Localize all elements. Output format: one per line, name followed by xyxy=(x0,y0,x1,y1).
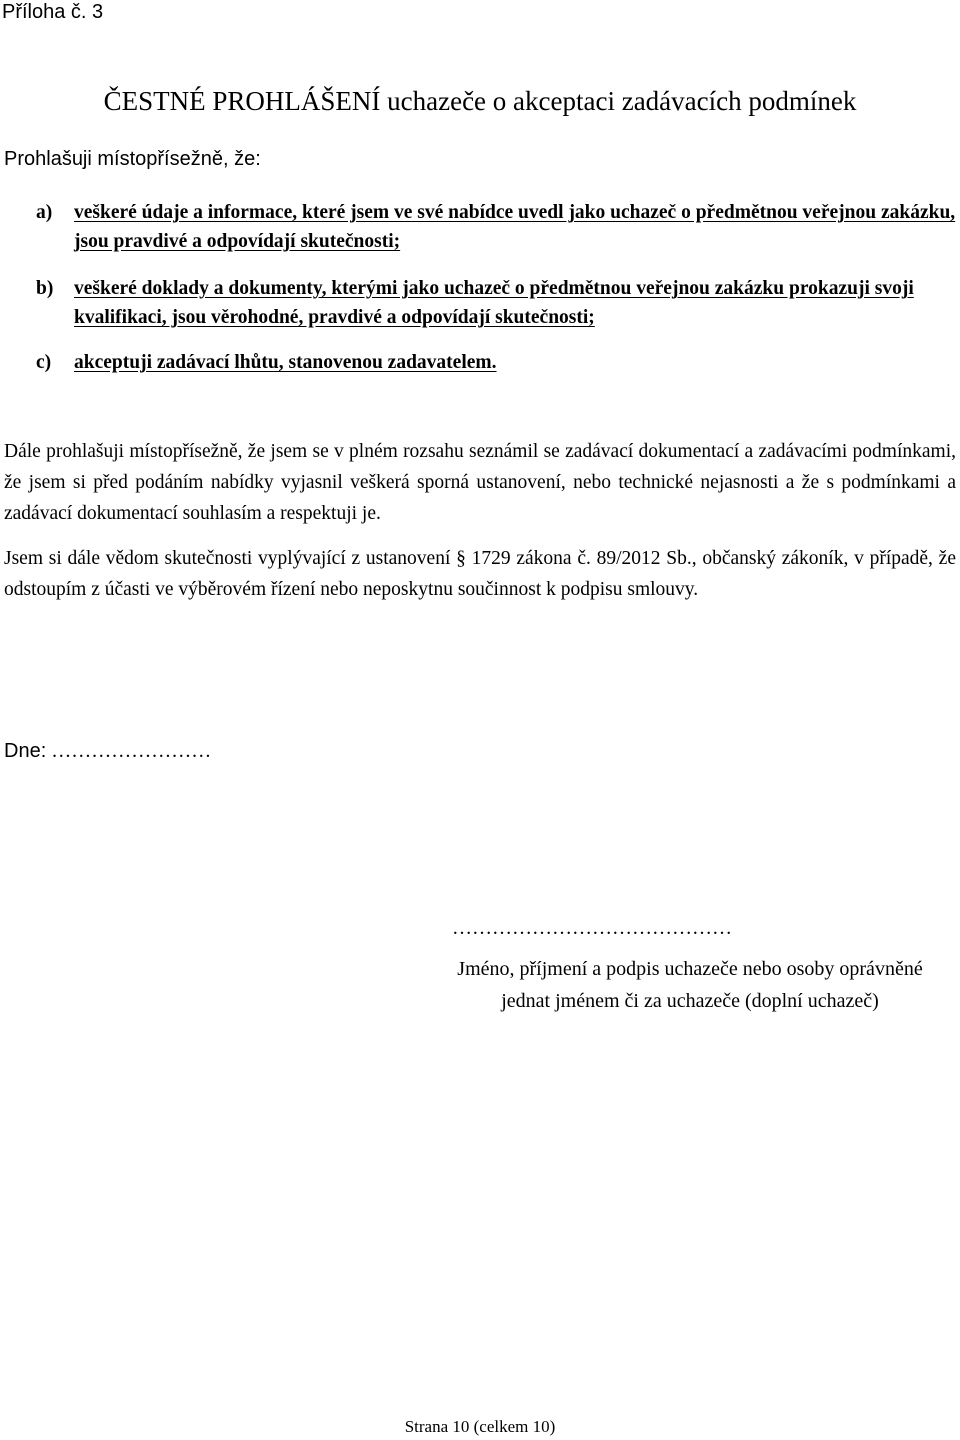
annex-label: Příloha č. 3 xyxy=(2,1,104,23)
paragraph-familiarity: Dále prohlašuji místopřísežně, že jsem se v plném rozsahu seznámil se zadávací dokumentací a zadávacími podmínkami, že jsem si před podáním nabídky vyjasnil veškerá sporná ustanovení, nebo technické nejasnosti a že s podmínkami a zadávací dokumentací souhlasím a respektuji je. xyxy=(4,441,956,524)
declaration-item-b xyxy=(36,274,956,332)
item-text: akceptuji zadávací lhůtu, stanovenou zadavatelem. xyxy=(74,352,497,373)
page-footer: Strana 10 (celkem 10) xyxy=(404,1417,556,1436)
declaration-item-c xyxy=(36,348,956,377)
item-letter: b) xyxy=(36,278,54,299)
declaration-item-a xyxy=(36,198,956,256)
signature-field[interactable]: …………………………………… xyxy=(452,917,732,939)
document-title: ČESTNÉ PROHLÁŠENÍ uchazeče o akceptaci zadávacích podmínek xyxy=(103,86,857,116)
paragraph-liability: Jsem si dále vědom skutečnosti vyplývající z ustanovení § 1729 zákona č. 89/2012 Sb., občanský zákoník, v případě, že odstoupím z účasti ve výběrovém řízení nebo neposkytnu součinnost k podpisu smlouvy. xyxy=(4,548,956,600)
signature-label: Jméno, příjmení a podpis uchazeče nebo osoby oprávněné jednat jménem či za uchazeče (doplní uchazeč) xyxy=(457,958,923,1012)
item-letter: a) xyxy=(36,202,53,223)
date-label: Dne: xyxy=(4,740,47,762)
item-text: veškeré doklady a dokumenty, kterými jako uchazeč o předmětnou veřejnou zakázku prokazuji svoji kvalifikaci, jsou věrohodné, pravdivé a odpovídají skutečnosti; xyxy=(74,278,914,328)
intro-text: Prohlašuji místopřísežně, že: xyxy=(4,148,261,170)
item-text: veškeré údaje a informace, které jsem ve své nabídce uvedl jako uchazeč o předmětnou veřejnou zakázku, jsou pravdivé a odpovídají skutečnosti; xyxy=(74,202,956,252)
date-field[interactable]: …………………… xyxy=(51,740,212,762)
item-letter: c) xyxy=(36,352,52,373)
date-line xyxy=(4,736,211,766)
